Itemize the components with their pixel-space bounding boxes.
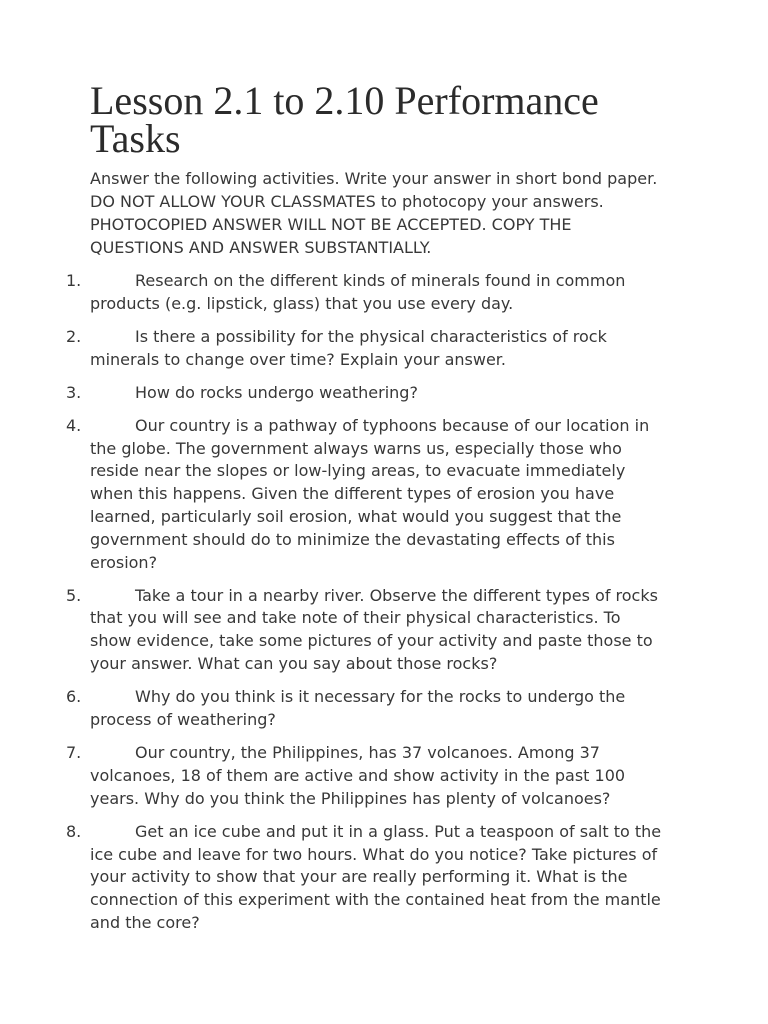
task-text-line: erosion?: [90, 552, 158, 572]
task-text-line: reside near the slopes or low-lying areas, to evacuate immediately: [90, 461, 626, 481]
task-text-line: years. Why do you think the Philippines has plenty of volcanoes?: [90, 788, 611, 808]
task-text-line: process of weathering?: [90, 709, 276, 729]
intro-line: Answer the following activities. Write your answer in short bond paper.: [90, 169, 658, 189]
task-text-line: Get an ice cube and put it in a glass. Put a teaspoon of salt to the: [135, 821, 662, 841]
intro-line: DO NOT ALLOW YOUR CLASSMATES to photocopy your answers.: [90, 192, 604, 212]
task-item: [66, 382, 730, 405]
task-text-line: ice cube and leave for two hours. What do you notice? Take pictures of: [90, 844, 658, 864]
task-number: 1.: [66, 270, 82, 290]
task-item: [66, 821, 730, 935]
task-text-line: that you will see and take note of their physical characteristics. To: [90, 608, 621, 628]
task-text-line: Our country, the Philippines, has 37 volcanoes. Among 37: [135, 743, 600, 763]
task-text-line: show evidence, take some pictures of your activity and paste those to: [90, 631, 653, 651]
task-text-line: and the core?: [90, 912, 200, 932]
task-text-line: products (e.g. lipstick, glass) that you use every day.: [90, 293, 514, 313]
task-item: [66, 742, 730, 810]
task-number: 7.: [66, 743, 82, 763]
task-text-line: Research on the different kinds of minerals found in common: [135, 270, 626, 290]
task-item: [66, 686, 730, 732]
task-number: 3.: [66, 382, 82, 402]
task-item: [66, 415, 730, 575]
task-text-line: connection of this experiment with the contained heat from the mantle: [90, 890, 661, 910]
document-title: Lesson 2.1 to 2.10 Performance Tasks: [90, 78, 599, 161]
task-number: 2.: [66, 326, 82, 346]
intro-line: QUESTIONS AND ANSWER SUBSTANTIALLY.: [90, 237, 432, 257]
task-item: [66, 326, 730, 372]
task-number: 6.: [66, 687, 82, 707]
task-text-line: your answer. What can you say about those rocks?: [90, 654, 498, 674]
task-text-line: Take a tour in a nearby river. Observe the different types of rocks: [135, 585, 658, 605]
intro-line: PHOTOCOPIED ANSWER WILL NOT BE ACCEPTED. COPY THE: [90, 215, 572, 235]
task-item: [66, 585, 730, 676]
task-number: 5.: [66, 585, 82, 605]
task-text-line: government should do to minimize the devastating effects of this: [90, 529, 615, 549]
task-text-line: Why do you think is it necessary for the rocks to undergo the: [135, 687, 626, 707]
intro-paragraph: [90, 168, 730, 259]
task-text-line: your activity to show that your are really performing it. What is the: [90, 867, 628, 887]
task-text-line: How do rocks undergo weathering?: [135, 382, 418, 402]
task-text-line: Is there a possibility for the physical characteristics of rock: [135, 326, 607, 346]
task-number: 8.: [66, 821, 82, 841]
task-number: 4.: [66, 415, 82, 435]
task-text-line: when this happens. Given the different types of erosion you have: [90, 484, 615, 504]
task-text-line: volcanoes, 18 of them are active and show activity in the past 100: [90, 765, 626, 785]
task-list: [66, 270, 730, 935]
task-item: [66, 270, 730, 316]
task-text-line: minerals to change over time? Explain your answer.: [90, 349, 506, 369]
task-text-line: Our country is a pathway of typhoons because of our location in: [135, 415, 650, 435]
task-text-line: learned, particularly soil erosion, what would you suggest that the: [90, 506, 622, 526]
document-page: [66, 78, 730, 935]
task-text-line: the globe. The government always warns us, especially those who: [90, 438, 622, 458]
